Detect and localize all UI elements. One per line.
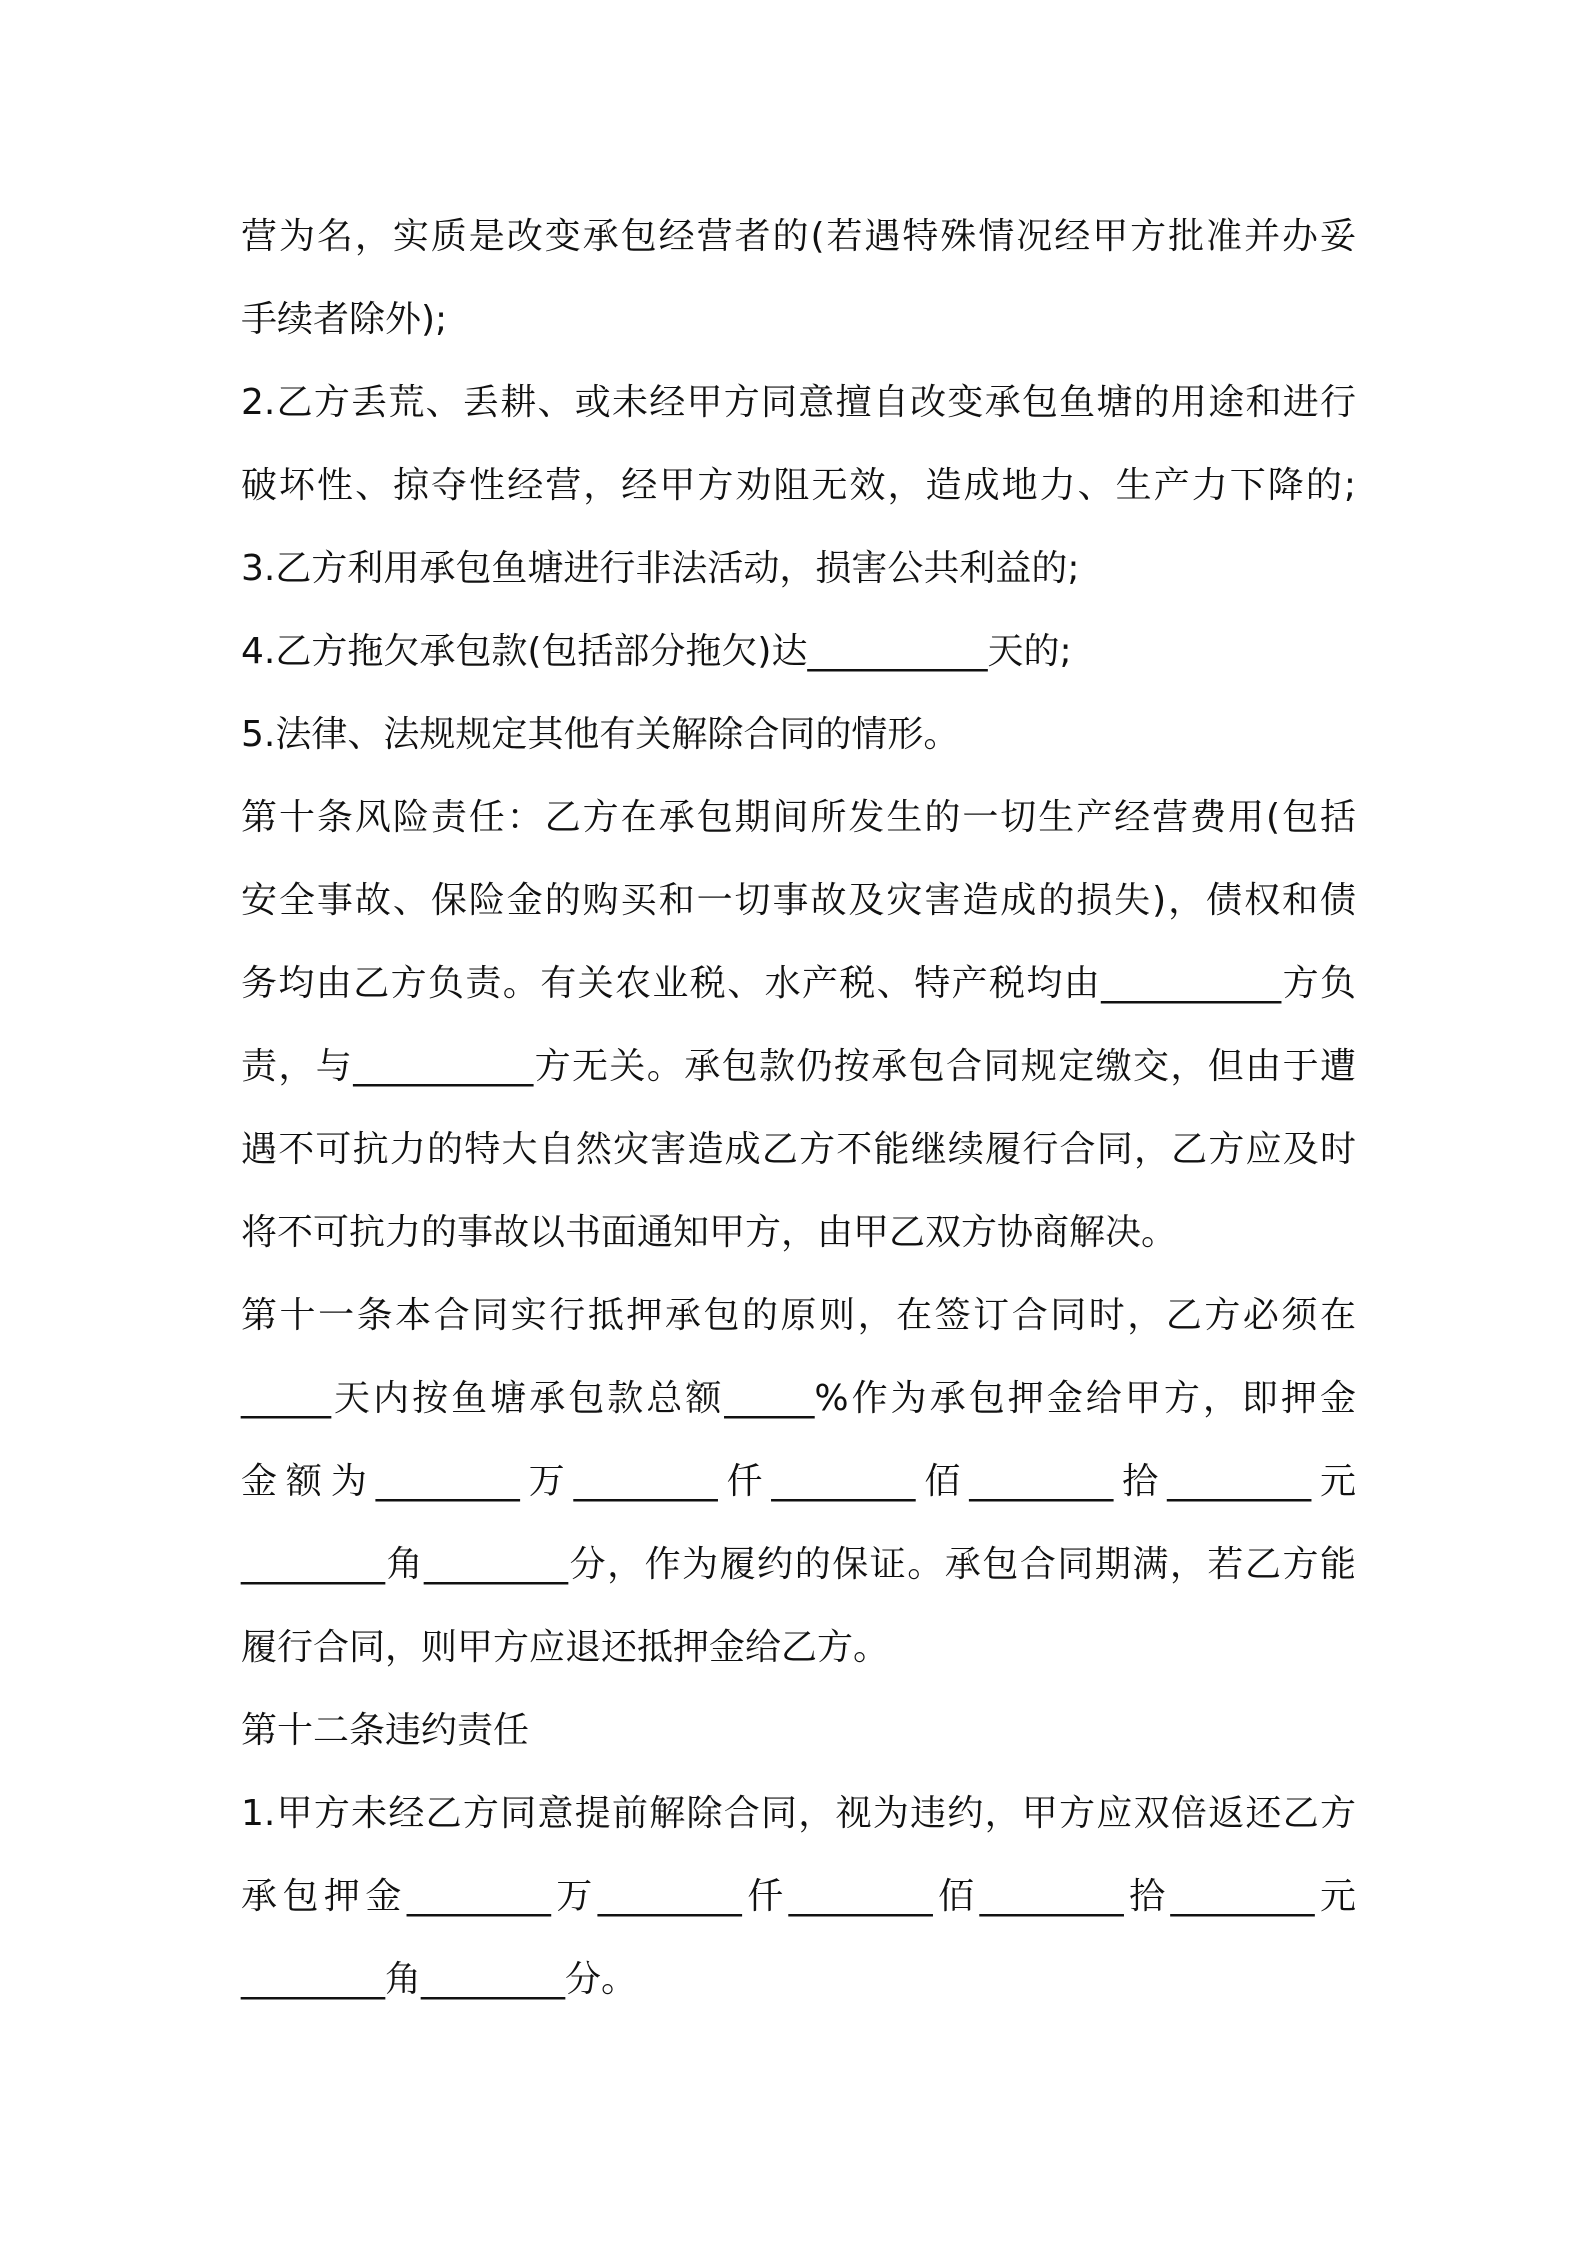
text-line: 3.乙方利用承包鱼塘进行非法活动，损害公共利益的; (241, 548, 1080, 589)
text-line: 第十一条本合同实行抵押承包的原则，在签订合同时，乙方必须在 (241, 1295, 1356, 1336)
text-line: 第十条风险责任：乙方在承包期间所发生的一切生产经营费用(包括 (241, 797, 1356, 838)
text-line: 4.乙方拖欠承包款(包括部分拖欠)达__________天的; (241, 631, 1072, 672)
text-line: 履行合同，则甲方应退还抵押金给乙方。 (241, 1627, 890, 1668)
text-line: 营为名，实质是改变承包经营者的(若遇特殊情况经甲方批准并办妥 (241, 216, 1356, 257)
text-line: 第十二条违约责任 (241, 1710, 530, 1751)
text-line: 承包押金________万________仟________佰________拾________元 (241, 1876, 1356, 1917)
text-line: 手续者除外); (241, 299, 448, 340)
text-line: 破坏性、掠夺性经营，经甲方劝阻无效，造成地力、生产力下降的; (241, 465, 1356, 506)
text-line: ________角________分，作为履约的保证。承包合同期满，若乙方能 (241, 1544, 1356, 1585)
text-line: 2.乙方丢荒、丢耕、或未经甲方同意擅自改变承包鱼塘的用途和进行 (241, 382, 1356, 423)
text-line: ________角________分。 (241, 1959, 638, 2000)
text-line: 1.甲方未经乙方同意提前解除合同，视为违约，甲方应双倍返还乙方 (241, 1793, 1356, 1834)
text-line: 安全事故、保险金的购买和一切事故及灾害造成的损失)，债权和债 (241, 880, 1356, 921)
text-line: 5.法律、法规规定其他有关解除合同的情形。 (241, 714, 960, 755)
text-line: 务均由乙方负责。有关农业税、水产税、特产税均由__________方负 (241, 963, 1356, 1004)
text-line: 金额为________万________仟________佰________拾________元 (241, 1461, 1356, 1502)
text-line: 责，与__________方无关。承包款仍按承包合同规定缴交，但由于遭 (241, 1046, 1356, 1087)
text-line: 将不可抗力的事故以书面通知甲方，由甲乙双方协商解决。 (241, 1212, 1178, 1253)
contract-body (241, 195, 1356, 2021)
text-line: _____天内按鱼塘承包款总额_____%作为承包押金给甲方，即押金 (241, 1378, 1356, 1419)
text-line: 遇不可抗力的特大自然灾害造成乙方不能继续履行合同，乙方应及时 (241, 1129, 1356, 1170)
